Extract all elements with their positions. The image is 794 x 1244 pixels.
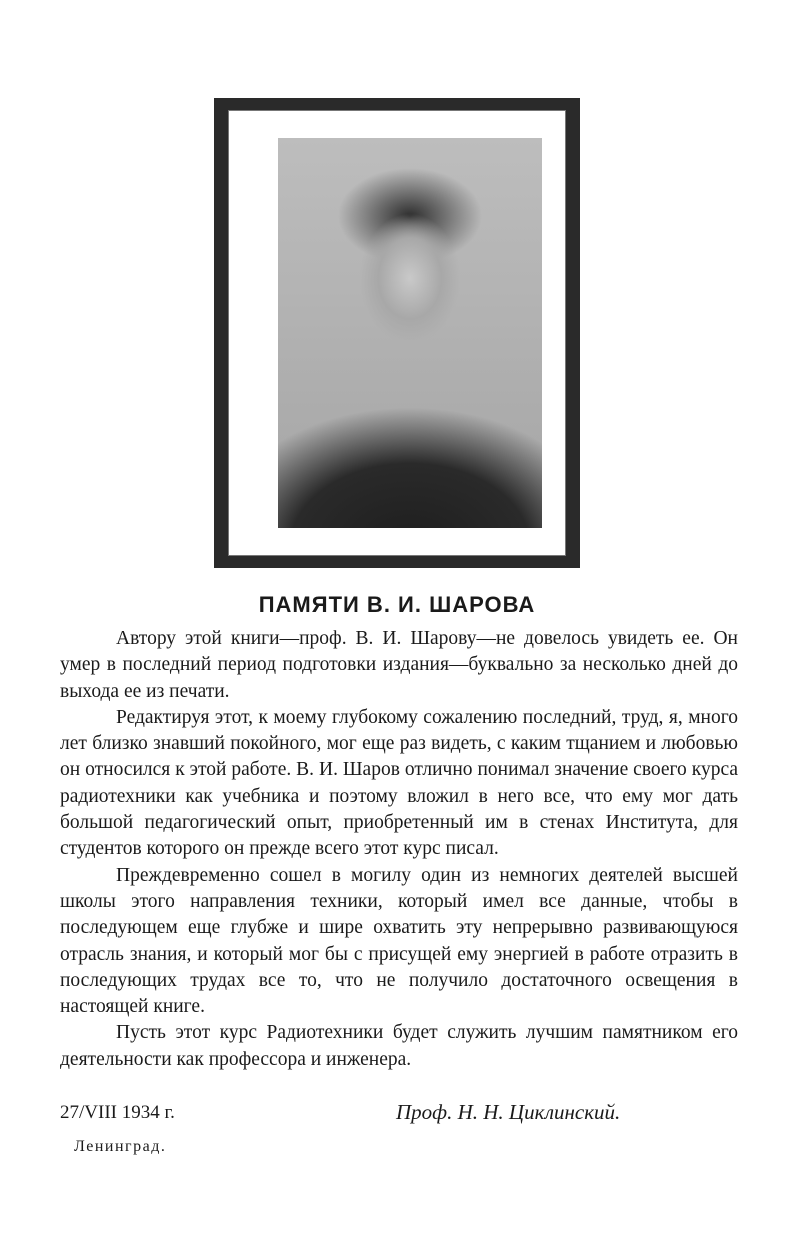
paragraph: Автору этой книги—проф. В. И. Шарову—не довелось увидеть ее. Он умер в последний период подготовки издания—буквально за несколько дней до выхода ее из печати. bbox=[60, 628, 738, 702]
portrait-photo bbox=[278, 138, 542, 528]
memorial-text bbox=[60, 626, 738, 1073]
memorial-title: ПАМЯТИ В. И. ШАРОВА bbox=[258, 592, 536, 617]
paragraph: Редактируя этот, к моему глубокому сожалению последний, труд, я, много лет близко знавший покойного, мог еще раз видеть, с каким тщанием и любовью он относился к этой работе. В. И. Шаров отлично понимал значение своего курса радиотехники как учебника и поэтому вложил в него все, что ему мог дать большой педагогический опыт, приобретенный им в стенах Института, для студентов которого он прежде всего этот курс писал. bbox=[60, 706, 738, 860]
city: Ленинград. bbox=[74, 1138, 167, 1155]
portrait-frame bbox=[214, 98, 580, 568]
date: 27/VIII 1934 г. bbox=[60, 1102, 175, 1123]
paragraph: Преждевременно сошел в могилу один из немногих деятелей высшей школы этого направления техники, который имел все данные, чтобы в последующем еще глубже и шире охватить эту непрерывно развивающуюся отрасль знания, и который мог бы с присущей ему энергией в работе отразить в последующих трудах все то, что не получило достаточного освещения в настоящей книге. bbox=[60, 864, 738, 1018]
signature: Проф. Н. Н. Циклинский. bbox=[396, 1100, 621, 1124]
paragraph: Пусть этот курс Радиотехники будет служить лучшим памятником его деятельности как профессора и инженера. bbox=[60, 1022, 738, 1070]
